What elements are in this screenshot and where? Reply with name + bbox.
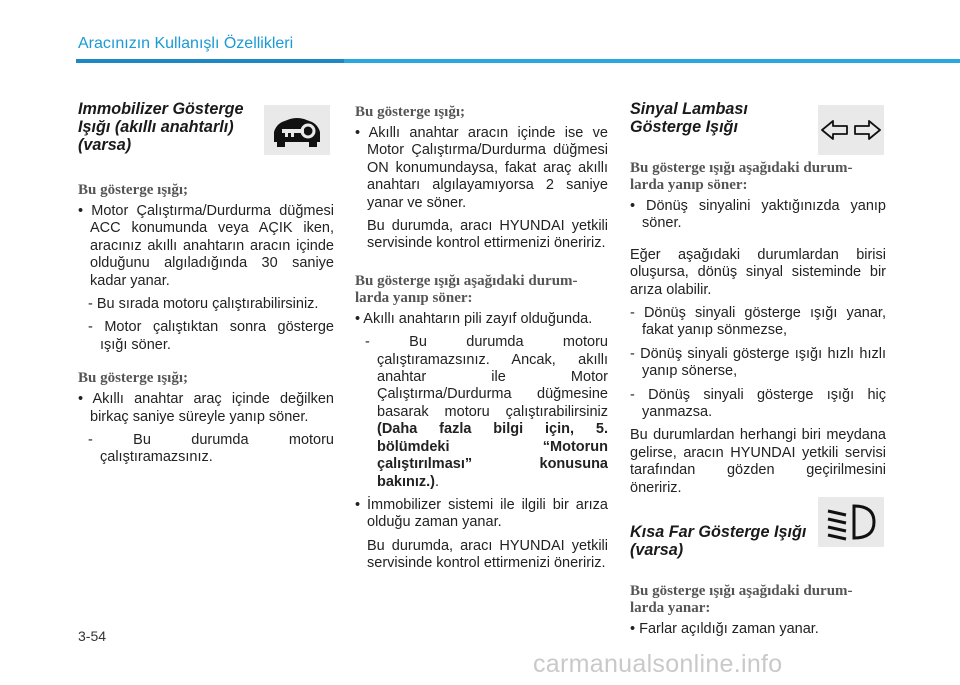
continuation-text: Bu durumda, aracı HYUNDAI yetkili servisinde kontrol ettirmenizi öneririz. — [367, 218, 608, 252]
subheading: Bu gösterge ışığı; — [78, 182, 188, 198]
dash-text: - Bu sırada motoru çalıştırabilirsiniz. — [88, 296, 319, 313]
subheading: Bu gösterge ışığı aşağıdaki durum- larda yanıp söner: — [630, 160, 853, 193]
subheading: Bu gösterge ışığı aşağıdaki durum- larda yanıp söner: — [355, 272, 578, 306]
dash-text: - Dönüş sinyali gösterge ışığı yanar, fakat yanıp sönmezse, — [630, 305, 886, 339]
bullet-text: • Akıllı anahtar aracın içinde ise ve Motor Çalıştırma/Durdurma düğmesi ON konumundaysa, fakat araç akıllı anahtarı algılayamıyorsa 2 saniye yanar ve söner. — [355, 125, 608, 211]
subheading: Bu gösterge ışığı aşağıdaki durum- larda yanar: — [630, 583, 853, 617]
turn-signal-arrows-icon — [818, 105, 884, 155]
header-rule — [76, 59, 960, 63]
paragraph: Bu durumlardan herhangi biri meydana gelirse, aracın HYUNDAI yetkili servisi tarafından gözden geçirilmesini öneririz. — [630, 427, 886, 496]
watermark: carmanualsonline.info — [533, 650, 783, 678]
bullet-text: • Motor Çalıştırma/Durdurma düğmesi ACC konumunda veya AÇIK iken, aracınız akıllı anahtarın aracın içinde olduğunu algıladığında 30 saniye kadar yanar. — [78, 203, 334, 289]
bullet-text: • İmmobilizer sistemi ile ilgili bir arıza olduğu zaman yanar. — [355, 496, 608, 531]
low-beam-headlight-icon — [818, 497, 884, 547]
bullet-text: • Akıllı anahtar araç içinde değilken birkaç saniye süreyle yanıp söner. — [78, 391, 334, 425]
column-turn-signal — [630, 100, 886, 639]
header-title: Aracınızın Kullanışlı Özellikleri — [78, 35, 294, 52]
dash-text: - Dönüş sinyali gösterge ışığı hızlı hızlı yanıp sönerse, — [630, 345, 886, 380]
bullet-text: • Akıllı anahtarın pili zayıf olduğunda. — [355, 310, 593, 327]
dash-text: - Dönüş sinyali gösterge ışığı hiç yanmazsa. — [630, 386, 886, 421]
paragraph: Eğer aşağıdaki durumlardan birisi oluşursa, dönüş sinyal sisteminde bir arıza olabilir. — [630, 246, 886, 298]
column-immobilizer-continued — [355, 104, 608, 573]
bullet-text: • Farlar açıldığı zaman yanar. — [630, 621, 819, 638]
low-beam-title: Kısa Far Gösterge Işığı (varsa) — [630, 523, 807, 560]
subheading: Bu gösterge ışığı; — [355, 104, 465, 120]
immobilizer-title: Immobilizer Gösterge Işığı (akıllı anahtarlı) (varsa) — [78, 100, 244, 154]
key-car-icon — [264, 105, 330, 155]
continuation-text: Bu durumda, aracı HYUNDAI yetkili servisinde kontrol ettirmenizi öneririz. — [367, 537, 608, 572]
subheading: Bu gösterge ışığı; — [78, 370, 188, 387]
page-number: 3-54 — [78, 628, 107, 644]
column-immobilizer — [78, 100, 334, 467]
dash-text: - Motor çalıştıktan sonra gösterge ışığı söner. — [88, 319, 334, 353]
turn-signal-title: Sinyal Lambası Gösterge Işığı — [630, 100, 748, 136]
bullet-text: • Dönüş sinyalini yaktığınızda yanıp söner. — [630, 198, 886, 232]
dash-text: - Bu durumda motoru çalıştıramazsınız. — [88, 432, 334, 466]
dash-text: - Bu durumda motoru çalıştıramazsınız. Ancak, akıllı anahtar ile Motor Çalıştırma/Durdurma düğmesine basarak motoru çalıştırabilirsiniz (Daha fazla bilgi için, 5. bölümdeki “Motorun çalıştırılması” konusuna bakınız.). — [365, 334, 608, 490]
